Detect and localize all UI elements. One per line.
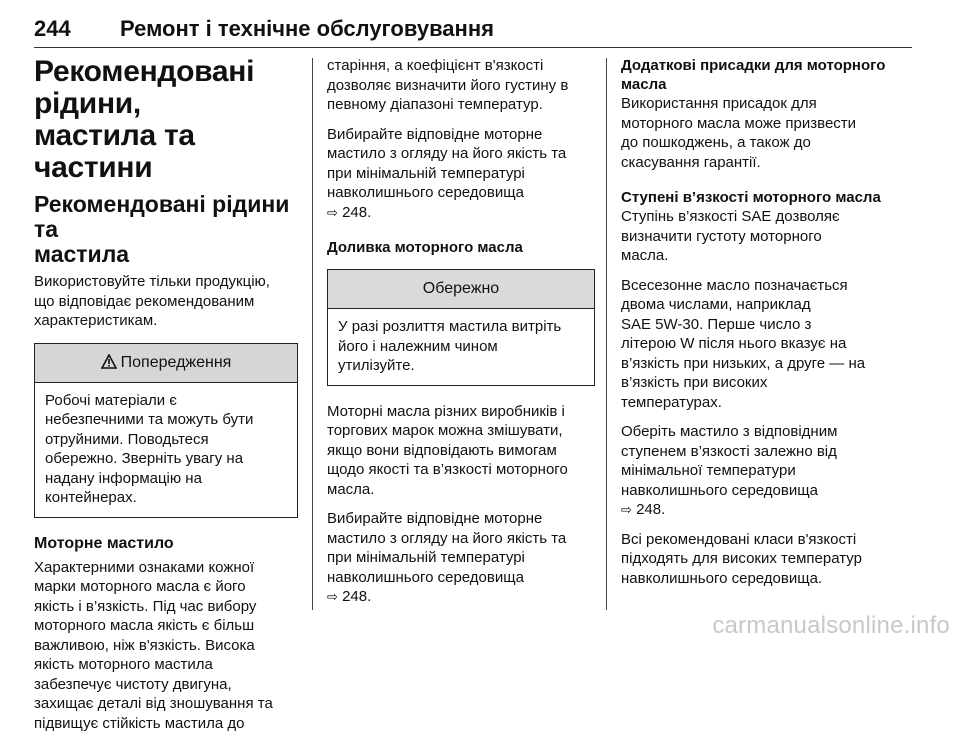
column-1 bbox=[34, 56, 298, 733]
additives-paragraph: Використання присадок для моторного масла може призвести до пошкоджень, а також до скасування гарантії. bbox=[621, 94, 891, 172]
column-divider-2 bbox=[606, 58, 607, 610]
warning-label: Попередження bbox=[121, 354, 232, 372]
caution-header bbox=[328, 270, 594, 309]
page-number: 244 bbox=[34, 16, 71, 42]
intro-paragraph: Використовуйте тільки продукцію, що відповідає рекомендованим характеристикам. bbox=[34, 272, 298, 331]
mixing-paragraph: Моторні масла різних виробників і торгових марок можна змішувати, якщо вони відповідають вимогам щодо якості та в’язкості моторного масла. bbox=[327, 402, 595, 500]
column-3 bbox=[621, 56, 891, 588]
arrow-right-icon: ⇨ bbox=[327, 205, 338, 220]
column-divider-1 bbox=[312, 58, 313, 610]
warning-header bbox=[35, 344, 297, 383]
sae-paragraph: Ступінь в’язкості SAE дозволяє визначити густоту моторного масла. bbox=[621, 207, 891, 266]
engine-oil-paragraph: Характерними ознаками кожної марки моторного масла є його якість і в’язкість. Під час вибору моторного масла якість є більш важливою, ніж в'язкість. Висока якість моторного мастила забезпечує чистоту двигуна, захищає деталі від зношування та підвищує стійкість мастила до bbox=[34, 558, 298, 733]
page-reference[interactable]: 248. bbox=[342, 588, 371, 605]
arrow-right-icon: ⇨ bbox=[621, 502, 632, 517]
viscosity-paragraph: старіння, а коефіцієнт в'язкості дозволяє визначити його густину в певному діапазоні температур. bbox=[327, 56, 595, 115]
caution-text: У разі розлиття мастила витріть його і належним чином утилізуйте. bbox=[328, 309, 594, 385]
header-divider bbox=[34, 47, 912, 48]
section-title: Рекомендовані рідини, мастила та частини bbox=[34, 56, 298, 184]
page-reference[interactable]: 248. bbox=[636, 501, 665, 518]
column-2 bbox=[327, 56, 595, 607]
subsection-title: Рекомендовані рідини та мастила bbox=[34, 192, 298, 267]
choose-grade-paragraph: Оберіть мастило з відповідним ступенем в’язкості залежно від мінімальної температури навколишнього середовища ⇨ 248. bbox=[621, 422, 891, 520]
watermark: carmanualsonline.info bbox=[712, 612, 950, 640]
arrow-right-icon: ⇨ bbox=[327, 589, 338, 604]
topup-heading: Доливка моторного масла bbox=[327, 238, 595, 257]
chapter-title: Ремонт і технічне обслуговування bbox=[120, 16, 494, 42]
select-oil-paragraph: Вибирайте відповідне моторне мастило з огляду на його якість та при мінімальній температурі навколишнього середовища ⇨ 248. bbox=[327, 125, 595, 223]
all-grades-paragraph: Всі рекомендовані класи в'язкості підходять для високих температур навколишнього середовища. bbox=[621, 530, 891, 589]
warning-triangle-icon bbox=[101, 354, 117, 372]
page-reference[interactable]: 248. bbox=[342, 204, 371, 221]
viscosity-heading: Ступені в’язкості моторного масла bbox=[621, 188, 891, 207]
engine-oil-heading: Моторне мастило bbox=[34, 534, 298, 553]
select-oil-paragraph-2: Вибирайте відповідне моторне мастило з огляду на його якість та при мінімальній температурі навколишнього середовища ⇨ 248. bbox=[327, 509, 595, 607]
warning-text: Робочі матеріали є небезпечними та можуть бути отруйними. Поводьтеся обережно. Зверніть увагу на надану інформацію на контейнерах. bbox=[35, 383, 297, 517]
additives-heading: Додаткові присадки для моторного масла bbox=[621, 56, 891, 94]
warning-box bbox=[34, 343, 298, 518]
caution-label: Обережно bbox=[423, 280, 499, 298]
page-header bbox=[34, 16, 912, 46]
multigrade-paragraph: Всесезонне масло позначається двома числами, наприклад SAE 5W-30. Перше число з літерою W після нього вказує на в’язкість при низьких, а друге — на в’язкість при високих температурах. bbox=[621, 276, 891, 413]
caution-box bbox=[327, 269, 595, 386]
